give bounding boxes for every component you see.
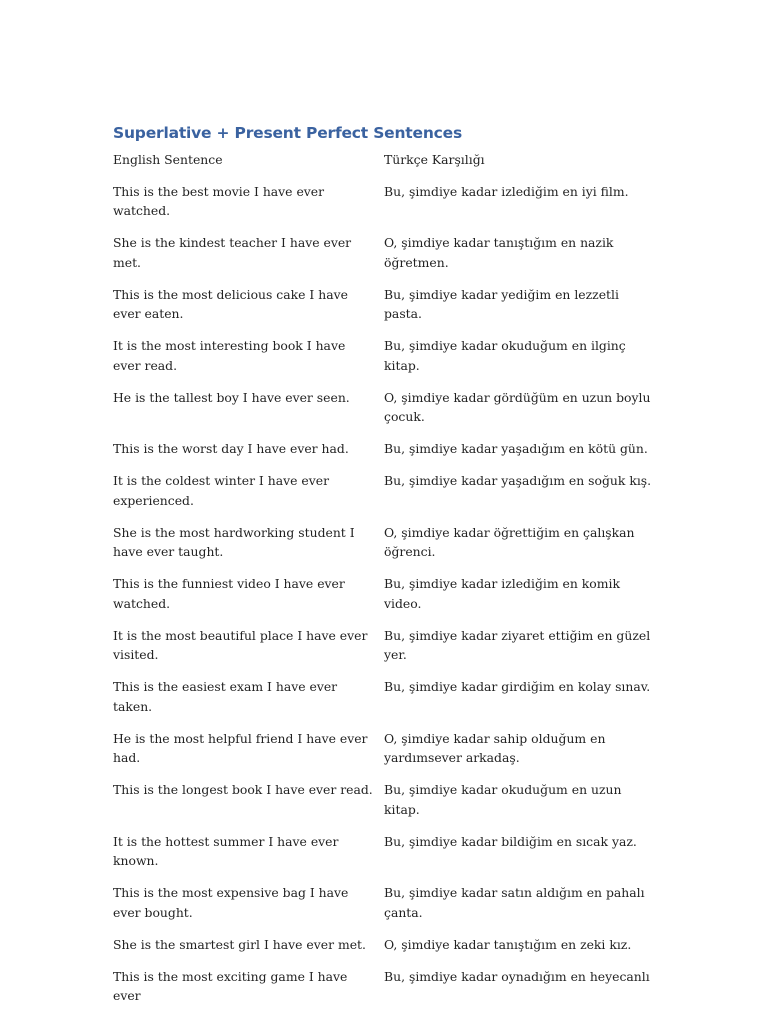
turkish-translation-cell: Bu, şimdiye kadar okuduğum en ilginç kitap. <box>384 338 626 373</box>
english-sentence-cell: This is the most exciting game I have ever <box>113 968 348 1003</box>
english-sentence-cell: This is the best movie I have ever watched. <box>113 183 325 218</box>
sentence-table <box>113 150 653 1018</box>
turkish-translation-cell: Bu, şimdiye kadar satın aldığım en pahalı çanta. <box>384 885 645 920</box>
turkish-translation-cell: O, şimdiye kadar sahip olduğum en yardımsever arkadaş. <box>384 730 606 765</box>
table-row <box>113 523 653 575</box>
turkish-translation-cell: O, şimdiye kadar öğrettiğim en çalışkan öğrenci. <box>384 524 635 559</box>
table-row <box>113 285 653 337</box>
table-row <box>113 336 653 388</box>
document-title: Superlative + Present Perfect Sentences <box>113 124 462 142</box>
english-sentence-cell: He is the most helpful friend I have ever had. <box>113 730 368 765</box>
english-sentence-cell: He is the tallest boy I have ever seen. <box>113 389 350 405</box>
turkish-translation-cell: Bu, şimdiye kadar ziyaret ettiğim en güzel yer. <box>384 627 651 662</box>
turkish-translation-cell: Bu, şimdiye kadar girdiğim en kolay sınav. <box>384 679 651 694</box>
column-header-english: English Sentence <box>113 152 223 167</box>
turkish-translation-cell: Bu, şimdiye kadar okuduğum en uzun kitap. <box>384 782 622 817</box>
table-row <box>113 388 653 440</box>
turkish-translation-cell: Bu, şimdiye kadar izlediğim en iyi film. <box>384 183 629 199</box>
turkish-translation-cell: Bu, şimdiye kadar izlediğim en komik video. <box>384 576 620 611</box>
english-sentence-cell: This is the funniest video I have ever watched. <box>113 576 345 611</box>
english-sentence-cell: This is the longest book I have ever read. <box>113 782 373 797</box>
english-sentence-cell: She is the most hardworking student I have ever taught. <box>113 524 355 559</box>
english-sentence-cell: She is the kindest teacher I have ever met. <box>113 235 352 270</box>
english-sentence-cell: She is the smartest girl I have ever met. <box>113 936 366 952</box>
table-body <box>113 182 653 1019</box>
table-row <box>113 967 653 1019</box>
table-row <box>113 780 653 832</box>
table-row <box>113 233 653 285</box>
table-header-row <box>113 150 653 182</box>
english-sentence-cell: It is the most interesting book I have ever read. <box>113 338 346 373</box>
turkish-translation-cell: Bu, şimdiye kadar yaşadığım en kötü gün. <box>384 441 648 456</box>
turkish-translation-cell: Bu, şimdiye kadar oynadığım en heyecanlı <box>384 968 650 984</box>
turkish-translation-cell: O, şimdiye kadar gördüğüm en uzun boylu çocuk. <box>384 389 651 424</box>
turkish-translation-cell: Bu, şimdiye kadar bildiğim en sıcak yaz. <box>384 833 637 849</box>
english-sentence-cell: This is the most expensive bag I have ever bought. <box>113 885 349 920</box>
turkish-translation-cell: Bu, şimdiye kadar yediğim en lezzetli pasta. <box>384 286 619 321</box>
table-row <box>113 182 653 234</box>
turkish-translation-cell: Bu, şimdiye kadar yaşadığım en soğuk kış. <box>384 473 652 488</box>
turkish-translation-cell: O, şimdiye kadar tanıştığım en nazik öğretmen. <box>384 235 614 270</box>
turkish-translation-cell: O, şimdiye kadar tanıştığım en zeki kız. <box>384 936 632 952</box>
english-sentence-cell: This is the most delicious cake I have ever eaten. <box>113 286 348 321</box>
table-row <box>113 883 653 935</box>
table-row <box>113 729 653 781</box>
column-header-turkish: Türkçe Karşılığı <box>384 152 485 167</box>
english-sentence-cell: It is the most beautiful place I have ever visited. <box>113 627 368 662</box>
table-row <box>113 677 653 729</box>
table-row <box>113 626 653 678</box>
english-sentence-cell: This is the worst day I have ever had. <box>113 441 349 456</box>
english-sentence-cell: It is the hottest summer I have ever known. <box>113 833 339 868</box>
table-row <box>113 935 653 967</box>
english-sentence-cell: This is the easiest exam I have ever taken. <box>113 679 338 714</box>
table-row <box>113 832 653 884</box>
table-row <box>113 471 653 523</box>
table-row <box>113 439 653 471</box>
english-sentence-cell: It is the coldest winter I have ever experienced. <box>113 473 329 508</box>
table-row <box>113 574 653 626</box>
